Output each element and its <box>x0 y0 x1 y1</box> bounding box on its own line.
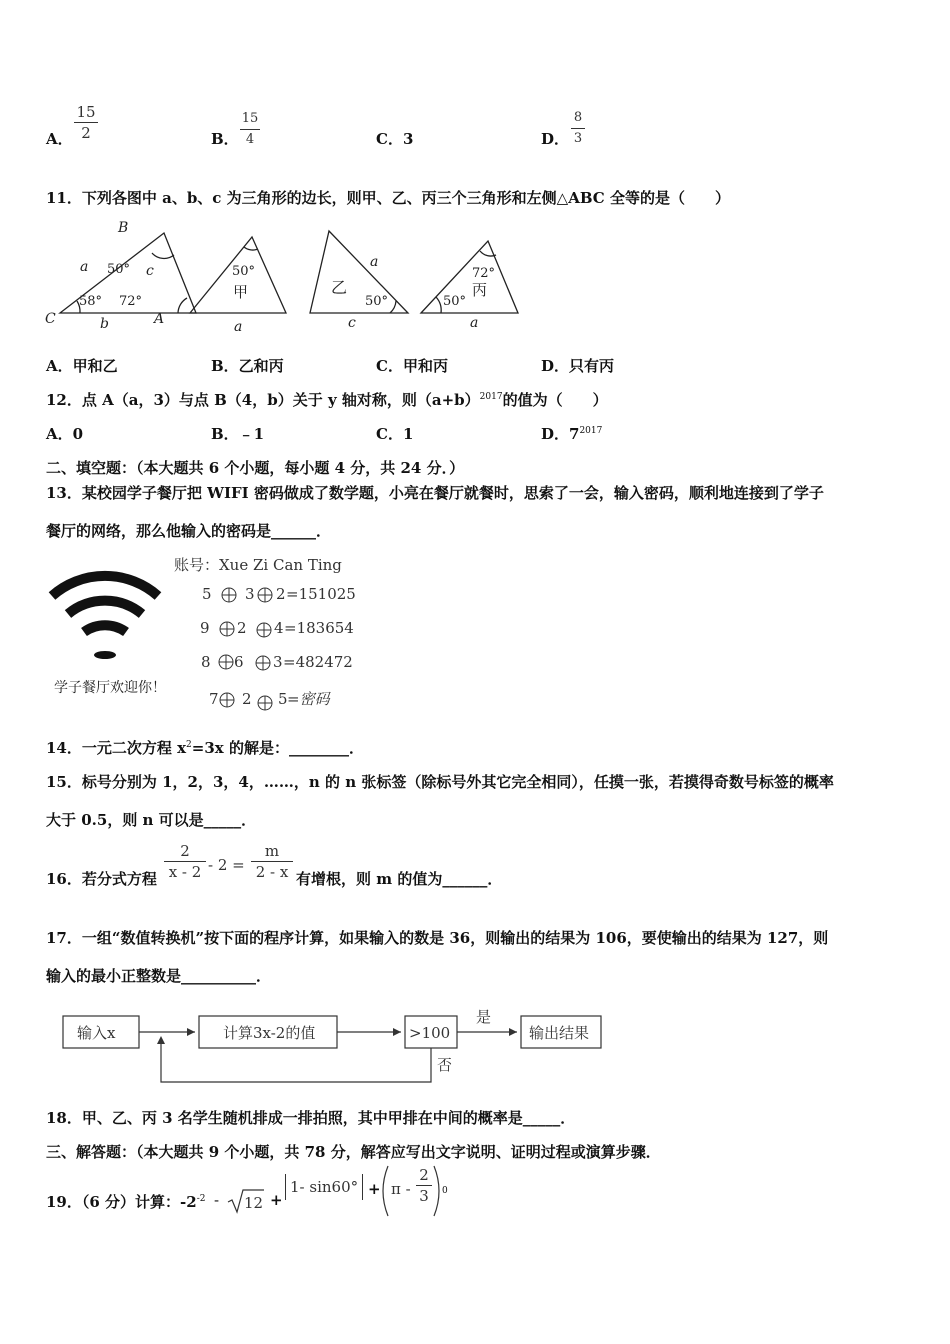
yi-angle-label: 50° <box>365 294 389 309</box>
q12-option-b: B．﹣1 <box>211 425 265 443</box>
q18-stem: 18．甲、乙、丙 3 名学生随机排成一排拍照，其中甲排在中间的概率是_____． <box>46 1109 576 1127</box>
q13-line2: 餐厅的网络，那么他输入的密码是______． <box>46 522 332 540</box>
angle-c-label: 58° <box>79 294 103 309</box>
wifi-dot-icon <box>94 651 116 659</box>
wifi-icon <box>52 576 158 632</box>
eq1-b: 3 <box>245 585 255 603</box>
q19-prefix: 19．（6 分）计算：$-2^{-2}$ <box>46 1193 206 1211</box>
q19-fraction: 2 3 <box>416 1166 432 1205</box>
oplus-icon <box>258 588 272 602</box>
eq2-c: 4 <box>274 619 284 637</box>
q12-stem: 12．点 A（a，3）与点 B（4，b）关于 y 轴对称，则$(a+b)^{2017}$的值为（ ） <box>46 391 608 409</box>
flow-yes-label: 是 <box>476 1008 492 1026</box>
q10-option-a: A． <box>46 130 73 148</box>
q11-option-b: B．乙和丙 <box>211 357 284 375</box>
oplus-icon <box>256 656 270 670</box>
q16-fraction-2: m 2 - x <box>251 842 293 881</box>
arrow-loop-back <box>161 1040 431 1082</box>
q15-line2: 大于 0.5，则 n 可以是_____． <box>46 811 257 829</box>
side-c: c <box>146 263 154 279</box>
eq3-a: 8 <box>201 653 211 671</box>
side-b: b <box>100 316 109 332</box>
q10-option-d-fraction: 8 3 <box>571 109 585 148</box>
eq3-c: 3 <box>273 653 283 671</box>
flow-compare-label: >100 <box>409 1024 451 1042</box>
angle-arc-jia <box>244 247 258 250</box>
welcome-text: 学子餐厅欢迎你！ <box>54 680 166 696</box>
oplus-icon <box>220 622 234 636</box>
q16-prefix: 16．若分式方程 <box>46 870 157 888</box>
q11-option-d: D．只有丙 <box>541 357 615 375</box>
oplus-icon <box>258 696 272 710</box>
bing-angle-left-label: 50° <box>443 294 467 309</box>
q19-plus: + <box>270 1191 283 1209</box>
eq3-b: 6 <box>234 653 244 671</box>
eq3-result: =482472 <box>283 653 353 671</box>
q19-abs-value: 1- sin60° <box>285 1174 363 1200</box>
flow-no-label: 否 <box>437 1056 453 1074</box>
bing-angle-top-label: 72° <box>472 266 496 281</box>
q14-stem: 14．一元二次方程 $x^2=3x$ 的解是：________． <box>46 739 364 757</box>
yi-side-c: c <box>348 315 356 331</box>
angle-arc-yi <box>390 301 396 313</box>
section-2-heading: 二、填空题：（本大题共 6 个小题，每小题 4 分，共 24 分．） <box>46 459 465 477</box>
q11-triangles-figure <box>40 215 530 340</box>
q10-option-b-fraction: 15 4 <box>241 111 259 147</box>
yi-name: 乙 <box>331 278 348 297</box>
q11-option-a: A．甲和乙 <box>46 357 118 375</box>
q13-line1: 13．某校园学子餐厅把 WIFI 密码做成了数学题，小亮在餐厅就餐时，思索了一会，输入密码，顺利地连接到了学子 <box>46 484 824 502</box>
q17-line1: 17．一组“数值转换机”按下面的程序计算，如果输入的数是 36，则输出的结果为 106，要使输出的结果为 127，则 <box>46 929 829 947</box>
q16-middle: - 2 = <box>208 856 245 874</box>
q17-line2: 输入的最小正整数是__________． <box>46 967 272 985</box>
q17-flowchart <box>55 1002 615 1090</box>
flow-input-label: 输入x <box>77 1024 116 1042</box>
triangle-bing <box>421 241 518 313</box>
q12-option-c: C．1 <box>376 425 414 443</box>
label-c: C <box>45 311 56 327</box>
q10-option-a-fraction: 15 2 <box>74 103 98 142</box>
q11-option-c: C．甲和丙 <box>376 357 448 375</box>
angle-arc-a <box>178 298 187 313</box>
oplus-icon <box>257 623 271 637</box>
eq4-b: 2 <box>242 690 252 708</box>
jia-name: 甲 <box>233 283 249 301</box>
bing-side-a: a <box>470 315 479 331</box>
q12-option-d: D．$7^{2017}$ <box>541 425 603 443</box>
eq1-a: 5 <box>202 585 212 603</box>
q11-stem: 11．下列各图中 a、b、c 为三角形的边长，则甲、乙、丙三个三角形和左侧△ABC 全等的是（ ） <box>46 189 730 207</box>
account-text: 账号：Xue Zi Can Ting <box>174 556 342 574</box>
jia-side-a: a <box>234 319 243 335</box>
q19-paren-group <box>378 1164 448 1218</box>
angle-b-label: 50° <box>107 262 131 277</box>
q19-plus2: + <box>368 1180 381 1198</box>
oplus-icon <box>222 588 236 602</box>
q16-suffix: 有增根，则 m 的值为______． <box>296 870 503 888</box>
eq2-a: 9 <box>200 619 210 637</box>
oplus-icon <box>219 655 233 669</box>
triangle-yi <box>310 231 408 313</box>
yi-side-a: a <box>370 254 379 270</box>
section-3-heading: 三、解答题：（本大题共 9 个小题，共 78 分，解答应写出文字说明、证明过程或演算步骤． <box>46 1143 661 1161</box>
q19-pi: π - <box>391 1180 411 1198</box>
angle-a-label: 72° <box>119 294 143 309</box>
flow-compute-label: 计算3x-2的值 <box>223 1024 316 1042</box>
oplus-icon <box>220 693 234 707</box>
eq1-result: =151025 <box>286 585 356 603</box>
q10-option-b: B． <box>211 130 239 148</box>
angle-arc-b <box>152 253 174 258</box>
flow-output-label: 输出结果 <box>529 1024 590 1042</box>
label-b: B <box>118 220 129 236</box>
q12-option-a: A．0 <box>46 425 84 443</box>
q10-option-d: D． <box>541 130 570 148</box>
q19-sqrt-arg: 12 <box>244 1194 264 1212</box>
angle-arc-bing-left <box>436 297 441 313</box>
jia-angle-label: 50° <box>232 264 256 279</box>
eq4-c: 5 <box>278 690 288 708</box>
eq4-result: =密码 <box>287 690 330 708</box>
q15-line1: 15．标号分别为 1，2，3，4，……，n 的 n 张标签（除标号外其它完全相同），任摸一张，若摸得奇数号标签的概率 <box>46 773 834 791</box>
q10-option-c: C．3 <box>376 130 414 148</box>
label-a: A <box>154 311 165 327</box>
eq2-b: 2 <box>237 619 247 637</box>
bing-name: 丙 <box>472 281 488 299</box>
q19-zero-exponent: 0 <box>442 1186 448 1196</box>
eq1-c: 2 <box>276 585 286 603</box>
wifi-password-figure <box>40 552 360 717</box>
q19-minus: - <box>214 1191 220 1209</box>
q16-fraction-1: 2 x - 2 <box>164 842 206 881</box>
eq2-result: =183654 <box>284 619 354 637</box>
eq4-a: 7 <box>209 690 219 708</box>
side-a: a <box>80 259 89 275</box>
